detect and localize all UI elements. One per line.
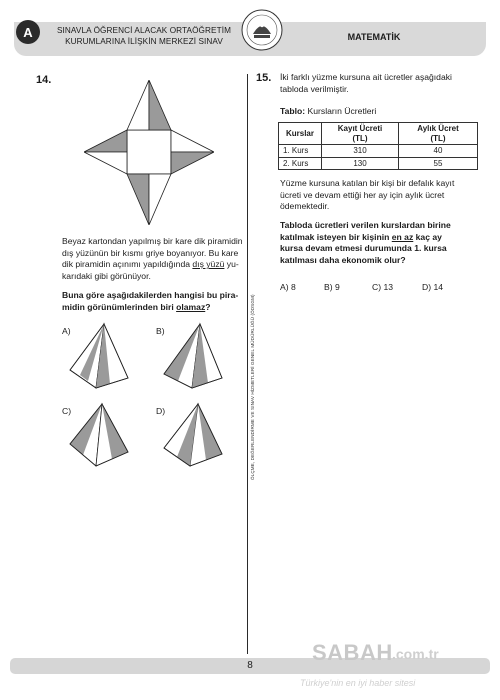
- booklet-badge: A: [16, 20, 40, 44]
- question-14-number: 14.: [36, 74, 52, 86]
- question-15-intro: İki farklı yüzme kursuna ait ücretler aşağıdaki tabloda verilmiştir.: [280, 72, 452, 94]
- option-d-pyramid[interactable]: [160, 402, 226, 470]
- column-header-monthly: Aylık Ücret (TL): [399, 123, 478, 145]
- column-divider: [247, 74, 248, 654]
- answer-a[interactable]: A) 8: [280, 282, 296, 292]
- option-b-pyramid[interactable]: [160, 322, 226, 390]
- question-14-text: Beyaz kartondan yapılmış bir kare dik piramidin dış yüzünün bir kısmı griye boyanıyor. Bu kare dik piramidin açınımı yapıldığında dış yüzü yu- karıdaki gibi görünüyor.: [62, 236, 243, 281]
- ministry-logo-icon: [240, 8, 284, 52]
- table-cell: 40: [399, 145, 478, 158]
- table-cell: 1. Kurs: [279, 145, 322, 158]
- watermark-domain: .com.tr: [392, 646, 439, 662]
- option-c-label[interactable]: C): [62, 406, 72, 416]
- answer-c[interactable]: C) 13: [372, 282, 394, 292]
- table-cell: 310: [322, 145, 399, 158]
- page-number: 8: [247, 660, 253, 671]
- table-cell: 55: [399, 157, 478, 170]
- fees-table: [278, 122, 478, 170]
- watermark-tagline: Türkiye'nin en iyi haber sitesi: [300, 678, 416, 688]
- subject-title: MATEMATİK: [347, 32, 401, 42]
- question-14-prompt: Buna göre aşağıdakilerden hangisi bu pira- midin görünümlerinden biri olamaz?: [62, 290, 239, 312]
- option-b-label[interactable]: B): [156, 326, 165, 336]
- option-a-label[interactable]: A): [62, 326, 71, 336]
- table-row: [279, 145, 478, 158]
- table-cell: 2. Kurs: [279, 157, 322, 170]
- column-header-registration: Kayıt Ücreti (TL): [322, 123, 399, 145]
- question-15-number: 15.: [256, 72, 272, 84]
- pyramid-net-figure: [84, 80, 214, 225]
- page-header: [14, 22, 486, 56]
- watermark-brand: SABAH: [312, 640, 393, 665]
- option-d-label[interactable]: D): [156, 406, 166, 416]
- question-15-body: Yüzme kursuna katılan bir kişi bir defalık kayıt ücreti ve devam ettiği her ay için aylık ücret ödemektedir.: [280, 178, 455, 212]
- table-header-row: [279, 123, 478, 145]
- table-cell: 130: [322, 157, 399, 170]
- answer-b[interactable]: B) 9: [324, 282, 340, 292]
- exam-title: SINAVLA ÖĞRENCİ ALACAK ORTAÖĞRETİM KURUMLARINA İLİŞKİN MERKEZİ SINAV: [56, 26, 231, 46]
- answer-d[interactable]: D) 14: [422, 282, 444, 292]
- institution-vertical-text: ÖLÇME, DEĞERLENDİRME VE SINAV HİZMETLERİ GENEL MÜDÜRLÜĞÜ (ÖDSGM): [250, 294, 255, 480]
- table-row: [279, 157, 478, 170]
- column-header-courses: Kurslar: [279, 123, 322, 145]
- table-caption: Tablo: Kursların Ücretleri: [280, 106, 377, 116]
- option-a-pyramid[interactable]: [66, 322, 132, 390]
- option-c-pyramid[interactable]: [66, 402, 132, 470]
- question-15-prompt: Tabloda ücretleri verilen kurslardan birine katılmak isteyen bir kişinin en az kaç ay kursa devam etmesi durumunda 1. kursa katılması daha ekonomik olur?: [280, 220, 451, 265]
